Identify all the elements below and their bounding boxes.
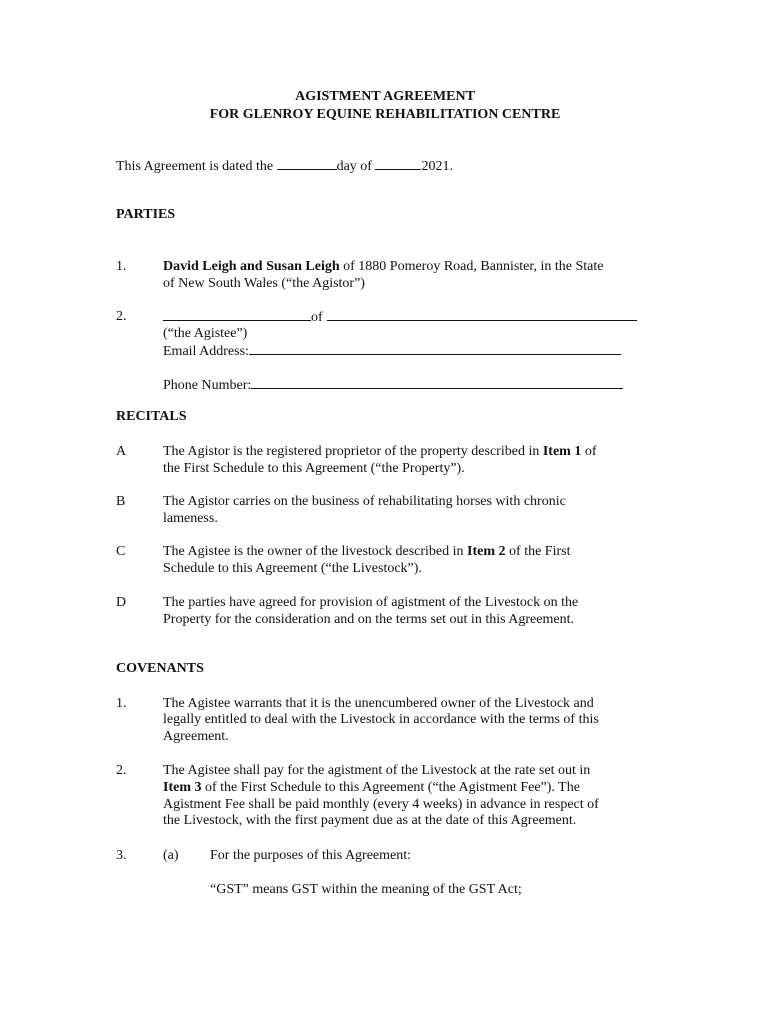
recital-a-item-ref: Item 1 <box>542 444 582 459</box>
email-blank[interactable] <box>249 342 621 355</box>
party-2-number: 2. <box>116 309 127 324</box>
covenant-2-text: of the First Schedule to this Agreement (“the Agistment Fee”). The <box>201 780 580 795</box>
agistor-names: David Leigh and Susan Leigh <box>163 259 340 274</box>
recital-a-text: The Agistor is the registered proprietor of the property described in <box>163 444 543 459</box>
parties-heading: PARTIES <box>116 207 176 222</box>
date-day-of: day of <box>336 159 376 174</box>
covenant-2-number: 2. <box>116 763 127 778</box>
party-1-line-2: of New South Wales (“the Agistor”) <box>163 276 365 291</box>
covenant-3-line-1: For the purposes of this Agreement: <box>210 848 412 863</box>
party-1-number: 1. <box>116 259 127 274</box>
recitals-heading: RECITALS <box>116 409 187 424</box>
party-1-address: of 1880 Pomeroy Road, Bannister, in the State <box>339 259 604 274</box>
recital-a-text-end: of <box>581 444 597 459</box>
recital-a-line-1 <box>163 443 597 460</box>
recital-a-letter: A <box>116 444 127 459</box>
agreement-date-line <box>116 157 453 175</box>
recital-c-line-1 <box>163 543 570 560</box>
recital-c-line-2: Schedule to this Agreement (“the Livestock”). <box>163 561 422 576</box>
recital-d-line-2: Property for the consideration and on the terms set out in this Agreement. <box>163 612 574 627</box>
recital-b-line-2: lameness. <box>163 511 218 526</box>
document-title: AGISTMENT AGREEMENT <box>295 89 475 104</box>
document-subtitle: FOR GLENROY EQUINE REHABILITATION CENTRE <box>209 107 561 122</box>
party-1-line-1 <box>163 258 603 275</box>
recital-d-letter: D <box>116 595 127 610</box>
date-prefix: This Agreement is dated the <box>116 159 277 174</box>
recital-c-letter: C <box>116 544 126 559</box>
email-label: Email Address: <box>163 344 249 359</box>
covenant-2-line-3: Agistment Fee shall be paid monthly (every 4 weeks) in advance in respect of <box>163 797 599 812</box>
agistee-label: (“the Agistee”) <box>163 326 248 341</box>
phone-label: Phone Number: <box>163 378 252 393</box>
party-2-name-line <box>163 308 637 326</box>
covenant-1-number: 1. <box>116 696 127 711</box>
covenant-2-line-4: the Livestock, with the first payment due as at the date of this Agreement. <box>163 813 577 828</box>
recital-c-item-ref: Item 2 <box>467 544 506 559</box>
month-blank[interactable] <box>375 157 421 170</box>
party-2-of: of <box>311 310 323 325</box>
agistee-name-blank[interactable] <box>163 308 311 321</box>
agistee-address-blank[interactable] <box>327 308 637 321</box>
email-line <box>163 342 621 360</box>
covenant-1-line-1: The Agistee warrants that it is the unencumbered owner of the Livestock and <box>163 696 594 711</box>
recital-c-text-end: of the First <box>505 544 571 559</box>
recital-c-text: The Agistee is the owner of the livestock described in <box>163 544 468 559</box>
covenant-2-item-ref: Item 3 <box>163 780 202 795</box>
recital-a-line-2: the First Schedule to this Agreement (“the Property”). <box>163 461 465 476</box>
covenant-2-line-1: The Agistee shall pay for the agistment of the Livestock at the rate set out in <box>163 763 591 778</box>
day-blank[interactable] <box>277 157 337 170</box>
phone-blank[interactable] <box>251 376 623 389</box>
covenant-3-gst-definition: “GST” means GST within the meaning of the GST Act; <box>210 882 522 897</box>
covenant-2-line-2 <box>163 779 580 796</box>
covenant-1-line-2: legally entitled to deal with the Livestock in accordance with the terms of this <box>163 712 599 727</box>
covenant-1-line-3: Agreement. <box>163 729 229 744</box>
recital-b-line-1: The Agistor carries on the business of rehabilitating horses with chronic <box>163 494 566 509</box>
recital-b-letter: B <box>116 494 126 509</box>
recital-d-line-1: The parties have agreed for provision of agistment of the Livestock on the <box>163 595 579 610</box>
covenant-3-subclause: (a) <box>163 848 179 863</box>
covenant-3-number: 3. <box>116 848 127 863</box>
date-year: 2021. <box>421 159 453 174</box>
phone-line <box>163 376 623 394</box>
covenants-heading: COVENANTS <box>116 661 204 676</box>
